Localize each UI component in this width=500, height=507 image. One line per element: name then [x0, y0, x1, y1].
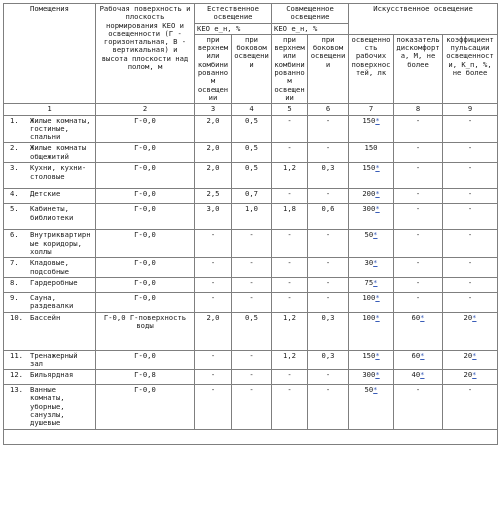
top-combined-cell: - [272, 189, 308, 204]
column-number: 7 [349, 104, 394, 115]
row-number: 6. [10, 230, 19, 240]
side-combined-cell: - [308, 189, 349, 204]
side-combined-cell: - [308, 385, 349, 429]
top-natural-cell: - [195, 350, 232, 370]
footnote-link[interactable]: * [420, 312, 425, 322]
column-number: 5 [272, 104, 308, 115]
side-natural-cell: 0,5 [232, 115, 272, 143]
table-row [4, 258, 498, 278]
illumination-cell: 300* [349, 204, 394, 230]
top-combined-cell: - [272, 385, 308, 429]
table-row [4, 163, 498, 189]
row-number: 9. [10, 292, 19, 302]
room-name: Ванные комнаты, уборные, санузлы, душевые [30, 385, 65, 428]
top-natural-cell: - [195, 258, 232, 278]
footnote-link[interactable]: * [375, 370, 380, 380]
column-number: 8 [394, 104, 443, 115]
table-row [4, 292, 498, 312]
header-combined: Совмещенное освещение [272, 4, 349, 24]
discomfort-cell: - [394, 163, 443, 189]
side-combined-cell: 0,3 [308, 312, 349, 350]
side-combined-cell: 0,3 [308, 350, 349, 370]
plane-cell: Г-0,8 [96, 370, 195, 385]
top-combined-cell: 1,2 [272, 312, 308, 350]
table-footer-cell [4, 429, 498, 444]
top-combined-cell: 1,8 [272, 204, 308, 230]
side-natural-cell: - [232, 292, 272, 312]
pulsation-cell: - [443, 292, 498, 312]
footnote-link[interactable]: * [373, 258, 378, 268]
pulsation-cell: 20* [443, 350, 498, 370]
footnote-link[interactable]: * [472, 370, 477, 380]
footnote-link[interactable]: * [375, 292, 380, 302]
table-row [4, 230, 498, 258]
discomfort-cell: - [394, 115, 443, 143]
row-number: 1. [10, 115, 19, 125]
illumination-cell: 30* [349, 258, 394, 278]
header-top-combined: при верхнем или комбинированном освещении [272, 34, 308, 103]
header-surface: Рабочая поверхность и плоскость нормирования КЕО и освещенности (Г - горизонтальная, В - вертикальная) и высота плоскости над полом, м [96, 4, 195, 104]
side-combined-cell: 0,3 [308, 163, 349, 189]
column-number: 9 [443, 104, 498, 115]
footnote-link[interactable]: * [420, 350, 425, 360]
plane-cell: Г-0,0 [96, 189, 195, 204]
discomfort-cell: - [394, 189, 443, 204]
side-combined-cell: - [308, 292, 349, 312]
top-natural-cell: - [195, 277, 232, 292]
header-illumination: освещенность рабочих поверхностей, лк [349, 34, 394, 103]
header-side-natural: при боковом освещении [232, 34, 272, 103]
footnote-link[interactable]: * [472, 350, 477, 360]
pulsation-cell: - [443, 163, 498, 189]
plane-cell: Г-0,0 [96, 258, 195, 278]
room-name: Детские [30, 189, 61, 199]
discomfort-cell: - [394, 385, 443, 429]
pulsation-cell: - [443, 115, 498, 143]
header-rooms: Помещения [4, 4, 96, 104]
footnote-link[interactable]: * [472, 312, 477, 322]
row-number: 3. [10, 163, 19, 173]
pulsation-cell: - [443, 258, 498, 278]
illumination-cell: 100* [349, 292, 394, 312]
room-name: Жилые комнаты общежитий [30, 143, 87, 161]
table-row [4, 115, 498, 143]
illumination-cell: 50* [349, 230, 394, 258]
top-natural-cell: 2,0 [195, 163, 232, 189]
room-name-cell [4, 163, 96, 189]
illumination-cell: 100* [349, 312, 394, 350]
room-name: Бассейн [30, 312, 61, 322]
footnote-link[interactable]: * [373, 277, 378, 287]
room-name: Кухни, кухни-столовые [30, 163, 87, 181]
room-name-cell [4, 370, 96, 385]
side-natural-cell: - [232, 385, 272, 429]
illumination-cell: 200* [349, 189, 394, 204]
row-number: 7. [10, 258, 19, 268]
top-combined-cell: - [272, 258, 308, 278]
room-name: Кабинеты, библиотеки [30, 204, 74, 222]
plane-cell: Г-0,0 [96, 163, 195, 189]
plane-cell: Г-0,0 [96, 385, 195, 429]
row-number: 11. [10, 350, 23, 360]
table-row [4, 189, 498, 204]
table-row [4, 370, 498, 385]
illumination-cell: 75* [349, 277, 394, 292]
footnote-link[interactable]: * [375, 350, 380, 360]
side-combined-cell: 0,6 [308, 204, 349, 230]
room-name-cell [4, 350, 96, 370]
side-natural-cell: - [232, 230, 272, 258]
column-number: 1 [4, 104, 96, 115]
top-combined-cell: 1,2 [272, 163, 308, 189]
plane-cell: Г-0,0 [96, 115, 195, 143]
plane-cell: Г-0,0 [96, 143, 195, 163]
room-name-cell [4, 230, 96, 258]
pulsation-cell: - [443, 385, 498, 429]
footnote-link[interactable]: * [420, 370, 425, 380]
top-combined-cell: - [272, 230, 308, 258]
footnote-link[interactable]: * [375, 189, 380, 199]
header-natural: Естественное освещение [195, 4, 272, 24]
room-name-cell [4, 312, 96, 350]
side-combined-cell: - [308, 115, 349, 143]
illumination-cell: 150 [349, 143, 394, 163]
top-natural-cell: 2,0 [195, 312, 232, 350]
table-row [4, 312, 498, 350]
side-natural-cell: 0,7 [232, 189, 272, 204]
top-combined-cell: - [272, 370, 308, 385]
side-natural-cell: 1,0 [232, 204, 272, 230]
side-natural-cell: 0,5 [232, 143, 272, 163]
side-natural-cell: - [232, 277, 272, 292]
discomfort-cell: - [394, 277, 443, 292]
top-natural-cell: 2,5 [195, 189, 232, 204]
table-row [4, 350, 498, 370]
column-number: 4 [232, 104, 272, 115]
row-number: 8. [10, 277, 19, 287]
header-artificial: Искусственное освещение [349, 4, 498, 35]
top-natural-cell: 2,0 [195, 143, 232, 163]
row-number: 12. [10, 370, 23, 380]
room-name: Кладовые, подсобные [30, 258, 69, 276]
pulsation-cell: 20* [443, 370, 498, 385]
table-row [4, 204, 498, 230]
header-keo-combined: КЕО е_н, % [272, 23, 349, 34]
table-row [4, 143, 498, 163]
illumination-cell: 150* [349, 350, 394, 370]
header-row-1 [4, 4, 498, 24]
pulsation-cell: 20* [443, 312, 498, 350]
column-number: 3 [195, 104, 232, 115]
footnote-link[interactable]: * [373, 385, 378, 395]
header-side-combined: при боковом освещении [308, 34, 349, 103]
discomfort-cell: 60* [394, 350, 443, 370]
room-name-cell [4, 189, 96, 204]
column-number: 2 [96, 104, 195, 115]
room-name: Тренажерный зал [30, 350, 78, 368]
room-name-cell [4, 258, 96, 278]
top-combined-cell: 1,2 [272, 350, 308, 370]
plane-cell: Г-0,0 [96, 230, 195, 258]
plane-cell: Г-0,0 [96, 277, 195, 292]
column-number: 6 [308, 104, 349, 115]
row-number: 5. [10, 204, 19, 214]
top-natural-cell: - [195, 385, 232, 429]
illumination-cell: 50* [349, 385, 394, 429]
footnote-link[interactable]: * [375, 204, 380, 214]
room-name-cell [4, 204, 96, 230]
illumination-cell: 300* [349, 370, 394, 385]
room-name-cell [4, 277, 96, 292]
lighting-norms-table [3, 3, 498, 445]
table-row [4, 385, 498, 429]
top-combined-cell: - [272, 115, 308, 143]
side-combined-cell: - [308, 277, 349, 292]
side-natural-cell: 0,5 [232, 163, 272, 189]
row-number: 10. [10, 312, 23, 322]
side-natural-cell: - [232, 370, 272, 385]
room-name: Жилые комнаты, гостиные, спальни [30, 115, 91, 142]
side-natural-cell: - [232, 258, 272, 278]
side-combined-cell: - [308, 230, 349, 258]
footnote-link[interactable]: * [375, 312, 380, 322]
pulsation-cell: - [443, 230, 498, 258]
footnote-link[interactable]: * [375, 163, 380, 173]
room-name-cell [4, 385, 96, 429]
room-name: Внутриквартирные коридоры, холлы [30, 230, 91, 257]
top-natural-cell: 2,0 [195, 115, 232, 143]
row-number: 13. [10, 385, 23, 395]
room-name-cell [4, 115, 96, 143]
side-combined-cell: - [308, 258, 349, 278]
side-natural-cell: - [232, 350, 272, 370]
illumination-cell: 150* [349, 115, 394, 143]
pulsation-cell: - [443, 277, 498, 292]
top-natural-cell: - [195, 230, 232, 258]
discomfort-cell: - [394, 292, 443, 312]
footnote-link[interactable]: * [375, 115, 380, 125]
plane-cell: Г-0,0 [96, 350, 195, 370]
header-pulsation: коэффициент пульсации освещенности, К_п, %, не более [443, 34, 498, 103]
top-natural-cell: - [195, 292, 232, 312]
header-discomfort: показатель дискомфорта, М, не более [394, 34, 443, 103]
room-name: Гардеробные [30, 277, 78, 287]
top-combined-cell: - [272, 277, 308, 292]
plane-cell: Г-0,0 [96, 292, 195, 312]
row-number: 2. [10, 143, 19, 153]
pulsation-cell: - [443, 189, 498, 204]
discomfort-cell: - [394, 143, 443, 163]
discomfort-cell: - [394, 204, 443, 230]
table-body [4, 115, 498, 429]
plane-cell: Г-0,0 Г-поверхность воды [96, 312, 195, 350]
illumination-cell: 150* [349, 163, 394, 189]
room-name-cell [4, 143, 96, 163]
pulsation-cell: - [443, 143, 498, 163]
room-name-cell [4, 292, 96, 312]
discomfort-cell: - [394, 258, 443, 278]
table-row [4, 277, 498, 292]
top-combined-cell: - [272, 292, 308, 312]
plane-cell: Г-0,0 [96, 204, 195, 230]
pulsation-cell: - [443, 204, 498, 230]
table-footer-row [4, 429, 498, 444]
discomfort-cell: 60* [394, 312, 443, 350]
side-combined-cell: - [308, 370, 349, 385]
discomfort-cell: 40* [394, 370, 443, 385]
room-name: Бильярдная [30, 370, 74, 380]
room-name: Сауна, раздевалки [30, 292, 74, 311]
row-number: 4. [10, 189, 19, 199]
discomfort-cell: - [394, 230, 443, 258]
header-top-natural: при верхнем или комбинированном освещении [195, 34, 232, 103]
top-natural-cell: 3,0 [195, 204, 232, 230]
top-natural-cell: - [195, 370, 232, 385]
side-natural-cell: 0,5 [232, 312, 272, 350]
side-combined-cell: - [308, 143, 349, 163]
top-combined-cell: - [272, 143, 308, 163]
header-keo-natural: КЕО е_н, % [195, 23, 272, 34]
footnote-link[interactable]: * [373, 230, 378, 240]
column-number-row [4, 104, 498, 115]
